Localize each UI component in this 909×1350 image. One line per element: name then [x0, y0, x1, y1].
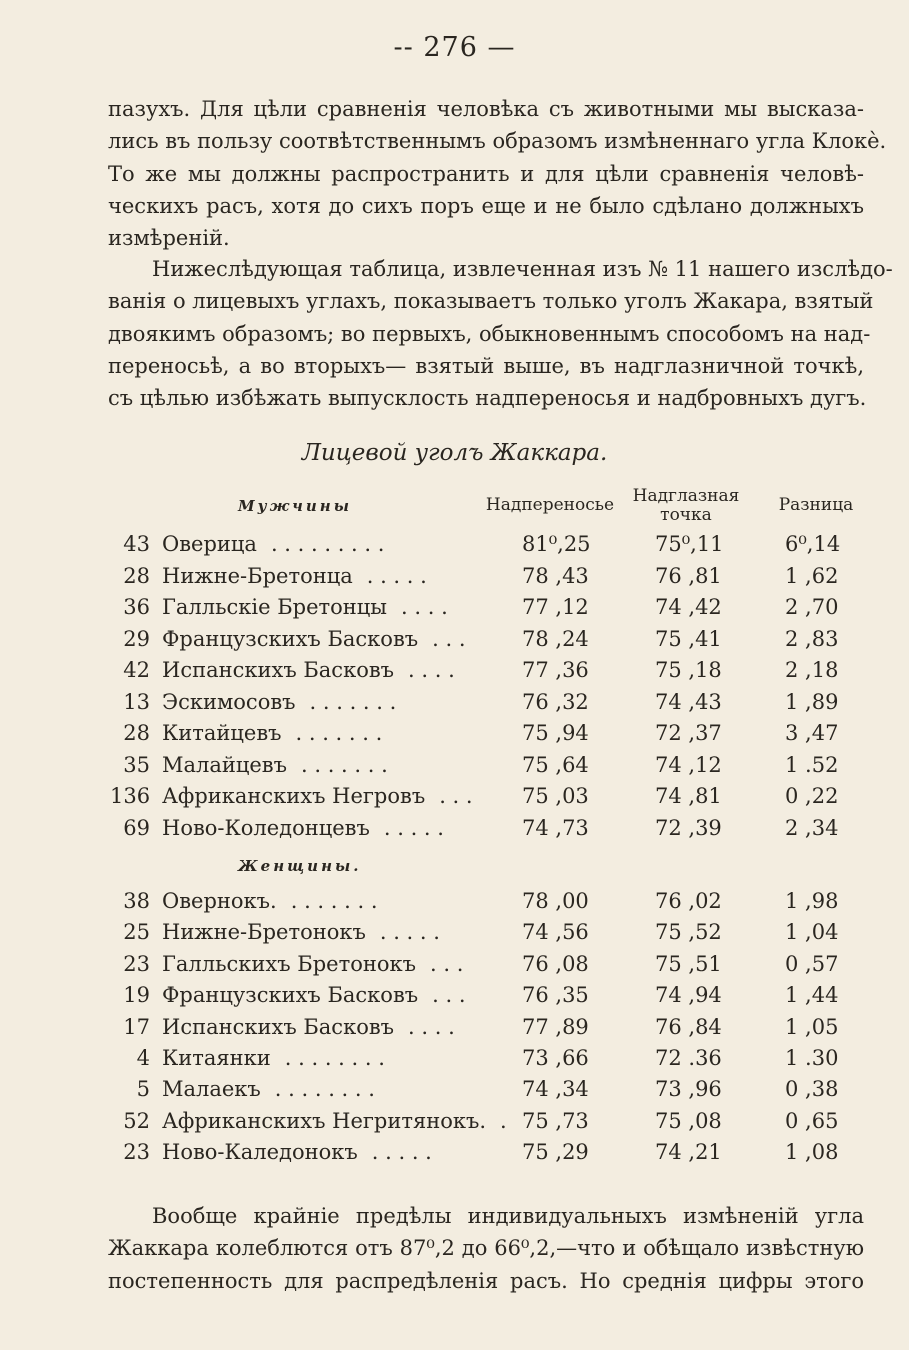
row-difference-value: 0 ,65 — [785, 1108, 839, 1133]
row-group-name: Малаекъ — [162, 1077, 261, 1102]
text-line: измѣреній. — [108, 226, 230, 251]
row-group-name: Африканскихъ Негритянокъ. — [162, 1108, 487, 1133]
row-group-name: Ново-Каледонокъ — [162, 1140, 358, 1165]
paragraph-3 — [108, 1200, 864, 1297]
text-line: лись въ пользу соотвѣтственнымъ образомъ измѣненнаго угла Клокѐ. — [108, 129, 887, 154]
row-nadpereносье-value: 73 ,66 — [522, 1046, 589, 1070]
row-count: 29 — [123, 626, 150, 651]
row-difference-value: 1 ,04 — [785, 920, 839, 945]
row-difference-value: 1 .30 — [785, 1046, 839, 1070]
row-count: 52 — [123, 1108, 150, 1133]
text-line: Вообще крайніе предѣлы индивидуальныхъ измѣненій угла — [152, 1204, 864, 1228]
row-count: 17 — [123, 1014, 150, 1039]
row-nadglaznaya-value: 74 ,94 — [655, 983, 722, 1008]
row-group-name: Китайцевъ — [162, 721, 282, 745]
table-row — [0, 889, 909, 920]
row-nadglaznaya-value: 74 ,21 — [655, 1140, 722, 1165]
row-nadpereносье-value: 76 ,08 — [522, 951, 589, 976]
row-count: 36 — [123, 595, 150, 619]
row-nadglaznaya-value: 75 ,52 — [655, 920, 722, 945]
row-group-name: Нижне-Бретонца — [162, 563, 353, 588]
text-line: съ цѣлью избѣжать выпусклость надпереносья и надбровныхъ дугъ. — [108, 386, 867, 411]
text-line: двоякимъ образомъ; во первыхъ, обыкновеннымъ способомъ на над- — [108, 321, 871, 346]
row-count: 28 — [123, 563, 150, 588]
text-line: ческихъ расъ, хотя до сихъ поръ еще и не было сдѣлано должныхъ — [108, 193, 864, 218]
table-row — [0, 983, 909, 1014]
row-nadpereносье-value: 78 ,00 — [522, 889, 589, 913]
row-leader-dots: . . . . . — [379, 920, 440, 945]
row-difference-value: 0 ,22 — [785, 784, 839, 808]
row-count: 23 — [123, 951, 150, 976]
table-row — [0, 658, 909, 689]
text-line: переносьѣ, а во вторыхъ— взятый выше, въ надглазничной точкѣ, — [108, 353, 864, 378]
row-nadglaznaya-value: 74 ,81 — [655, 784, 722, 808]
row-nadglaznaya-value: 73 ,96 — [655, 1077, 722, 1102]
row-nadpereносье-value: 75 ,29 — [522, 1140, 589, 1165]
row-nadpereносье-value: 78 ,43 — [522, 563, 589, 588]
row-nadglaznaya-value: 72 .36 — [655, 1046, 722, 1070]
row-nadglaznaya-value: 75⁰,11 — [655, 532, 724, 556]
row-nadpereносье-value: 76 ,32 — [522, 689, 589, 714]
row-nadpereносье-value: 75 ,94 — [522, 721, 589, 745]
text-line: постепенность для распредѣленія расъ. Но среднія цифры этого — [108, 1268, 864, 1293]
text-line: Жаккара колеблются отъ 87⁰,2 до 66⁰,2,—что и обѣщало извѣстную — [108, 1236, 864, 1261]
table-row — [0, 690, 909, 721]
row-leader-dots: . . . . — [408, 1014, 455, 1039]
table-row — [0, 920, 909, 951]
row-leader-dots: . . . . . — [371, 1140, 432, 1165]
row-group-name: Галльскихъ Бретонокъ — [162, 951, 416, 976]
table-row — [0, 1046, 909, 1077]
col-difference-header: Разница — [778, 495, 854, 515]
row-difference-value: 1 ,44 — [785, 983, 839, 1008]
row-count: 5 — [136, 1077, 150, 1102]
row-nadglaznaya-value: 74 ,12 — [655, 752, 722, 777]
row-difference-value: 1 ,62 — [785, 563, 839, 588]
row-leader-dots: . . . . . — [366, 563, 427, 588]
table-row — [0, 816, 909, 847]
table-row — [0, 721, 909, 752]
row-group-name: Малайцевъ — [162, 752, 287, 777]
row-difference-value: 1 ,05 — [785, 1014, 839, 1039]
row-count: 35 — [123, 752, 150, 777]
row-count: 4 — [136, 1046, 150, 1070]
row-nadglaznaya-value: 75 ,08 — [655, 1108, 722, 1133]
row-difference-value: 0 ,38 — [785, 1077, 839, 1102]
row-count: 19 — [123, 983, 150, 1008]
row-leader-dots: . . . . . . . — [295, 721, 383, 745]
row-count: 13 — [123, 689, 150, 714]
paragraph-2 — [108, 253, 893, 414]
text-line: пазухъ. Для цѣли сравненія человѣка съ животными мы высказа- — [108, 97, 864, 121]
table-row — [0, 532, 909, 563]
row-difference-value: 2 ,70 — [785, 595, 839, 619]
row-leader-dots: . . . — [430, 951, 464, 976]
row-count: 43 — [123, 532, 150, 556]
row-difference-value: 0 ,57 — [785, 951, 839, 976]
row-group-name: Французскихъ Басковъ — [162, 983, 419, 1008]
row-nadglaznaya-value: 74 ,43 — [655, 689, 722, 714]
row-leader-dots: . . . . . . . — [309, 689, 397, 714]
row-nadpereносье-value: 81⁰,25 — [522, 532, 591, 556]
row-leader-dots: . . . . . . . . . — [270, 532, 385, 556]
row-group-name: Африканскихъ Негровъ — [162, 784, 426, 808]
row-nadpereносье-value: 74 ,73 — [522, 815, 589, 840]
row-group-name: Оверица — [162, 532, 257, 556]
row-difference-value: 1 ,89 — [785, 689, 839, 714]
row-nadpereносье-value: 75 ,03 — [522, 784, 589, 808]
row-difference-value: 1 .52 — [785, 752, 839, 777]
text-line: ванія о лицевыхъ углахъ, показываетъ только уголъ Жакара, взятый — [108, 289, 874, 314]
row-leader-dots: . . . . — [401, 595, 448, 619]
row-difference-value: 2 ,18 — [785, 658, 839, 682]
row-leader-dots: . . . — [432, 626, 466, 651]
row-count: 69 — [123, 815, 150, 840]
men-heading: Мужчины — [238, 497, 352, 515]
table-row — [0, 1015, 909, 1046]
row-difference-value: 3 ,47 — [785, 721, 839, 745]
table-title: Лицевой уголъ Жаккара. — [301, 440, 608, 466]
row-nadpereносье-value: 75 ,64 — [522, 752, 589, 777]
row-group-name: Галльскіе Бретонцы — [162, 595, 388, 619]
row-nadpereносье-value: 77 ,89 — [522, 1014, 589, 1039]
table-row — [0, 1109, 909, 1140]
row-difference-value: 2 ,83 — [785, 626, 839, 651]
table-row — [0, 1140, 909, 1171]
row-nadpereносье-value: 77 ,12 — [522, 595, 589, 619]
row-difference-value: 1 ,98 — [785, 889, 839, 913]
text-line: Нижеслѣдующая таблица, извлеченная изъ № 11 нашего изслѣдо- — [152, 257, 893, 281]
table-row — [0, 564, 909, 595]
row-group-name: Китаянки — [162, 1046, 271, 1070]
row-group-name: Эскимосовъ — [162, 689, 296, 714]
row-nadglaznaya-value: 75 ,18 — [655, 658, 722, 682]
row-nadglaznaya-value: 76 ,84 — [655, 1014, 722, 1039]
col-nadglaznaya-header: Надглазная точка — [632, 486, 740, 525]
row-count: 28 — [123, 721, 150, 745]
row-nadpereносье-value: 75 ,73 — [522, 1108, 589, 1133]
row-nadglaznaya-value: 75 ,51 — [655, 951, 722, 976]
row-count: 25 — [123, 920, 150, 945]
row-leader-dots: . . . . — [408, 658, 455, 682]
row-nadglaznaya-value: 75 ,41 — [655, 626, 722, 651]
row-leader-dots: . . . . . . . . — [284, 1046, 385, 1070]
row-nadpereносье-value: 78 ,24 — [522, 626, 589, 651]
text-line: То же мы должны распространить и для цѣли сравненія человѣ- — [108, 161, 864, 186]
row-nadglaznaya-value: 72 ,37 — [655, 721, 722, 745]
row-count: 136 — [110, 784, 151, 808]
row-nadpereносье-value: 74 ,56 — [522, 920, 589, 945]
table-row — [0, 595, 909, 626]
row-group-name: Ново-Коледонцевъ — [162, 815, 370, 840]
row-nadglaznaya-value: 72 ,39 — [655, 815, 722, 840]
row-leader-dots: . . . . . . . — [301, 752, 388, 777]
row-group-name: Испанскихъ Басковъ — [162, 1014, 395, 1039]
row-nadglaznaya-value: 74 ,42 — [655, 595, 722, 619]
row-leader-dots: . . . . . . . . — [274, 1077, 375, 1102]
row-group-name: Французскихъ Басковъ — [162, 626, 419, 651]
row-count: 38 — [123, 889, 150, 913]
row-nadpereносье-value: 76 ,35 — [522, 983, 589, 1008]
row-nadglaznaya-value: 76 ,81 — [655, 563, 722, 588]
table-row — [0, 952, 909, 983]
row-difference-value: 1 ,08 — [785, 1140, 839, 1165]
row-nadpereносье-value: 74 ,34 — [522, 1077, 589, 1102]
row-group-name: Нижне-Бретонокъ — [162, 920, 366, 945]
row-leader-dots: . . . — [439, 784, 473, 808]
table-row — [0, 784, 909, 815]
row-nadglaznaya-value: 76 ,02 — [655, 889, 722, 913]
page-number: -- 276 — — [393, 32, 516, 63]
table-row — [0, 1077, 909, 1108]
row-leader-dots: . . . . . . . — [290, 889, 378, 913]
col-nadpereносье-header: Надпереносье — [485, 495, 615, 515]
row-leader-dots: . . . — [432, 983, 466, 1008]
table-row — [0, 627, 909, 658]
paragraph-1 — [108, 93, 887, 254]
row-count: 42 — [123, 658, 150, 682]
row-group-name: Овернокъ. — [162, 889, 277, 913]
row-leader-dots: . — [500, 1108, 507, 1133]
women-heading: Женщины. — [238, 857, 362, 875]
row-nadpereносье-value: 77 ,36 — [522, 658, 589, 682]
row-difference-value: 2 ,34 — [785, 815, 839, 840]
table-row — [0, 753, 909, 784]
row-group-name: Испанскихъ Басковъ — [162, 658, 395, 682]
row-leader-dots: . . . . . — [383, 815, 444, 840]
row-count: 23 — [123, 1140, 150, 1165]
row-difference-value: 6⁰,14 — [785, 532, 841, 556]
